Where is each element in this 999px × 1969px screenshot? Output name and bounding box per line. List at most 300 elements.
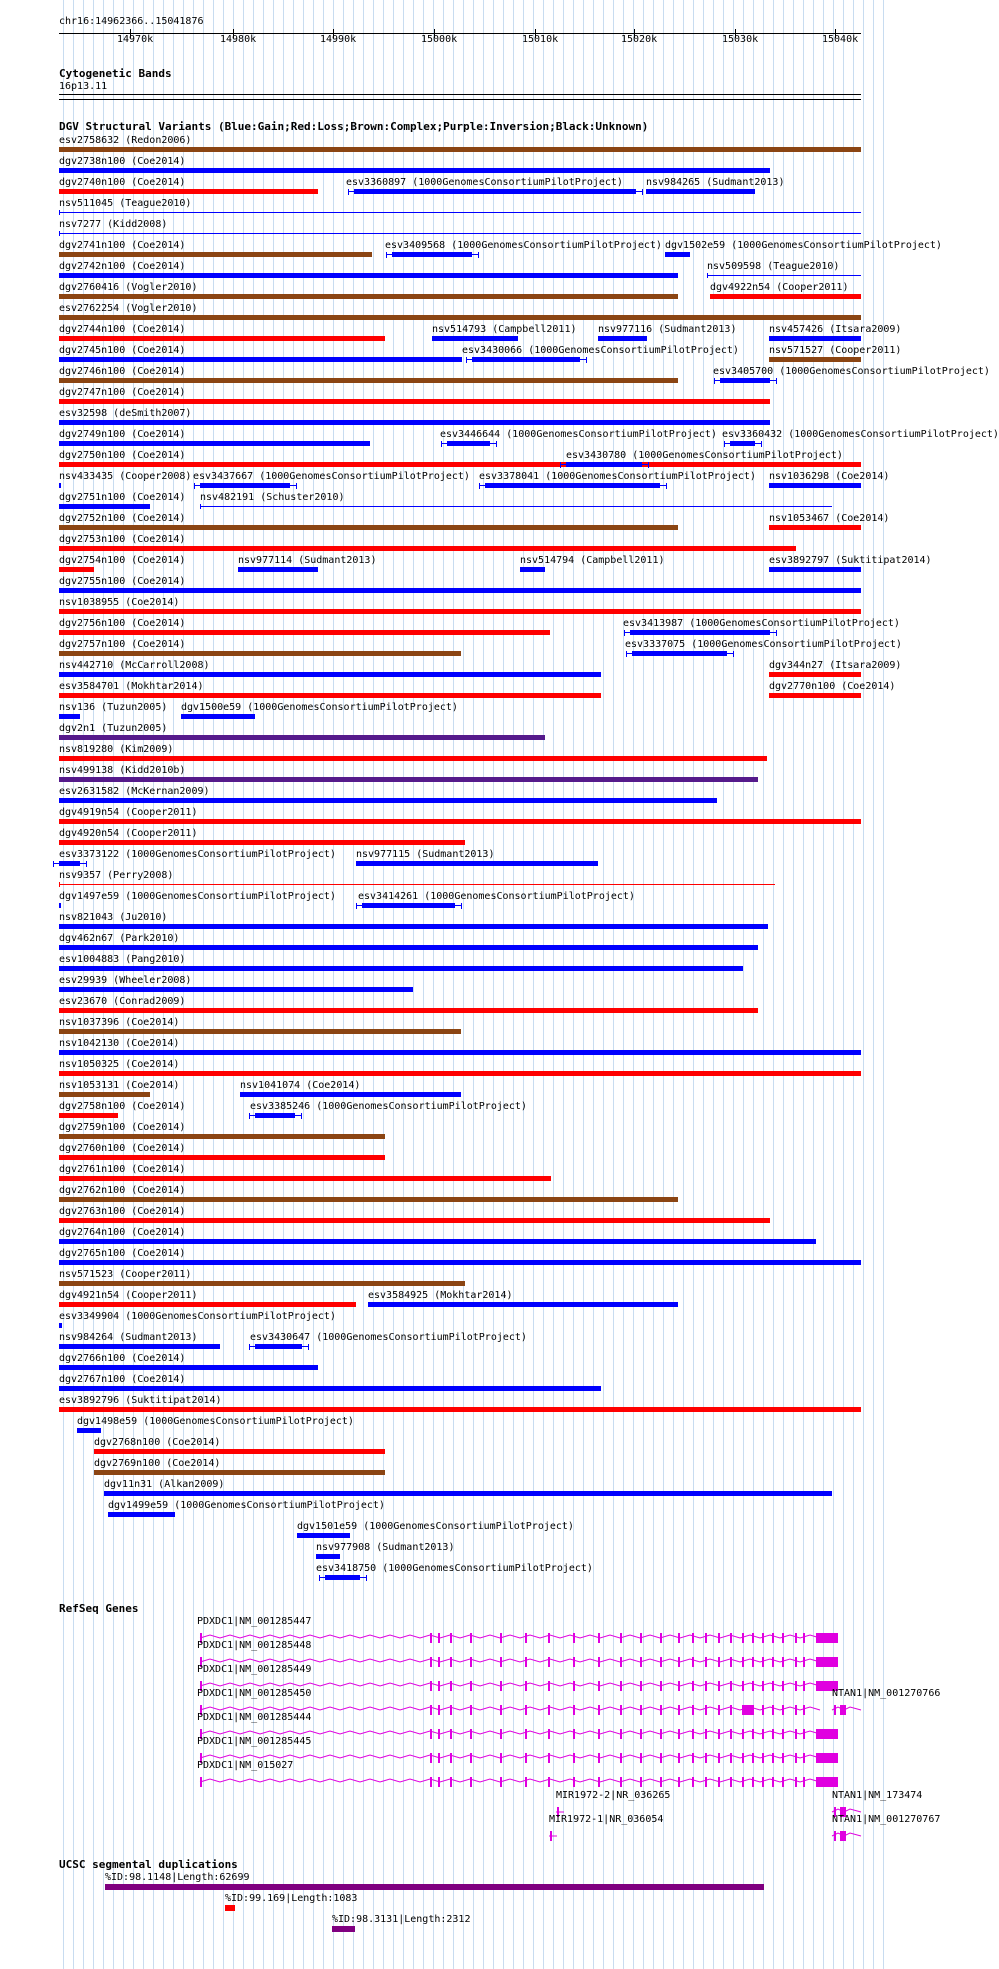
gene-exon [678,1729,680,1739]
sv-label[interactable]: nsv136 (Tuzun2005) [59,702,168,713]
gene-exon [430,1681,432,1691]
ruler-tick-label: 15040k [822,34,859,45]
gene-exon [730,1753,732,1763]
gene-exon [500,1633,502,1643]
segdup-label[interactable]: %ID:98.1148|Length:62699 [105,1872,250,1883]
gene-exon [752,1681,754,1691]
gene-exon [678,1753,680,1763]
gene-exon [782,1753,784,1763]
sv-label[interactable]: dgv2751n100 (Coe2014) [59,492,186,503]
gene-exon [718,1729,720,1739]
sv-label[interactable]: esv29939 (Wheeler2008) [59,975,192,986]
sv-label[interactable]: nsv457426 (Itsara2009) [769,324,902,335]
sv-label[interactable]: dgv1500e59 (1000GenomesConsortiumPilotProject) [181,702,458,713]
sv-label[interactable]: dgv462n67 (Park2010) [59,933,180,944]
gene-exon [730,1681,732,1691]
sv-label[interactable]: dgv2754n100 (Coe2014) [59,555,186,566]
gene-exon [470,1633,472,1643]
sv-label[interactable]: nsv977116 (Sudmant2013) [598,324,737,335]
sv-label[interactable]: nsv571527 (Cooper2011) [769,345,902,356]
sv-label[interactable]: nsv482191 (Schuster2010) [200,492,345,503]
gene-exon [525,1633,527,1643]
gene-exon [795,1633,797,1643]
gene-exon [548,1777,550,1787]
sv-label[interactable]: dgv2745n100 (Coe2014) [59,345,186,356]
gene-exon [548,1633,550,1643]
gene-exon [803,1681,805,1691]
gene-exon [620,1681,622,1691]
gene-exon [598,1681,600,1691]
sv-label[interactable]: dgv4921n54 (Cooper2011) [59,1290,198,1301]
gene-exon [692,1657,694,1667]
gene-exon [598,1729,600,1739]
sv-label[interactable]: nsv1050325 (Coe2014) [59,1059,180,1070]
sv-label[interactable]: nsv514793 (Campbell2011) [432,324,577,335]
sv-label[interactable]: dgv1502e59 (1000GenomesConsortiumPilotProject) [665,240,942,251]
sv-label[interactable]: nsv977115 (Sudmant2013) [356,849,495,860]
gene-label[interactable]: MIR1972-2|NR_036265 [556,1790,671,1801]
gene-exon [803,1777,805,1787]
sv-label[interactable]: nsv9357 (Perry2008) [59,870,174,881]
gene-exon [660,1705,662,1715]
sv-label[interactable]: dgv4922n54 (Cooper2011) [710,282,849,293]
gene-exon [500,1681,502,1691]
gene-intron [200,1779,820,1782]
gene-exon [762,1633,764,1643]
sv-label[interactable]: nsv571523 (Cooper2011) [59,1269,192,1280]
sv-label[interactable]: dgv2755n100 (Coe2014) [59,576,186,587]
gene-exon [772,1681,774,1691]
sv-label[interactable]: nsv1053467 (Coe2014) [769,513,890,524]
gene-exon [450,1777,452,1787]
gene-exon [705,1729,707,1739]
gene-label[interactable]: PDXDC1|NM_001285449 [197,1664,312,1675]
gene-exon [762,1729,764,1739]
gene-exon [500,1753,502,1763]
gene-exon [803,1705,805,1715]
sv-label[interactable]: esv3584701 (Mokhtar2014) [59,681,204,692]
gene-exon [834,1705,836,1715]
gene-exon [660,1657,662,1667]
gene-exon [772,1657,774,1667]
gene-intron [832,1809,861,1812]
gene-exon [718,1681,720,1691]
sv-label[interactable]: esv3337075 (1000GenomesConsortiumPilotProject) [625,639,902,650]
segdup-bar[interactable] [225,1905,235,1911]
gene-exon [598,1777,600,1787]
sv-label[interactable]: dgv2744n100 (Coe2014) [59,324,186,335]
gene-exon [548,1753,550,1763]
gene-exon [705,1681,707,1691]
gene-exon [730,1729,732,1739]
segdup-bar[interactable] [105,1884,764,1890]
gene-exon [678,1633,680,1643]
gene-exon [598,1657,600,1667]
gene-intron [200,1635,820,1638]
gene-exon [438,1777,440,1787]
ruler-tick-label: 15020k [621,34,658,45]
gene-exon [718,1753,720,1763]
sv-label[interactable]: esv2631582 (McKernan2009) [59,786,210,797]
gene-exon [573,1705,575,1715]
gene-exon [573,1777,575,1787]
sv-label[interactable]: dgv344n27 (Itsara2009) [769,660,902,671]
sv-label[interactable]: dgv2765n100 (Coe2014) [59,1248,186,1259]
gene-intron [200,1683,820,1686]
gene-exon [640,1705,642,1715]
segdup-title[interactable]: UCSC segmental duplications [59,1858,238,1871]
gene-exon [705,1705,707,1715]
sv-label[interactable]: esv3360432 (1000GenomesConsortiumPilotProject) [722,429,999,440]
gene-exon [782,1681,784,1691]
gene-label[interactable]: NTAN1|NM_001270767 [832,1814,941,1825]
ruler-tick-label: 14980k [220,34,257,45]
sv-label[interactable]: dgv1497e59 (1000GenomesConsortiumPilotProject) [59,891,336,902]
sv-label[interactable]: dgv2769n100 (Coe2014) [94,1458,221,1469]
gene-label[interactable]: PDXDC1|NM_001285447 [197,1616,312,1627]
gene-exon [438,1705,440,1715]
sv-label[interactable]: dgv2741n100 (Coe2014) [59,240,186,251]
gene-exon [752,1657,754,1667]
sv-label[interactable]: dgv4919n54 (Cooper2011) [59,807,198,818]
gene-exon [500,1729,502,1739]
gene-exon [705,1633,707,1643]
gene-intron [200,1755,820,1758]
gene-exon [660,1633,662,1643]
sv-label[interactable]: esv3892797 (Suktitipat2014) [769,555,932,566]
sv-label[interactable]: dgv4920n54 (Cooper2011) [59,828,198,839]
gene-exon [742,1753,744,1763]
sv-label[interactable]: esv3430647 (1000GenomesConsortiumPilotProject) [250,1332,527,1343]
gene-exon [500,1657,502,1667]
gene-exon-utr [816,1633,838,1643]
sv-label[interactable]: nsv433435 (Cooper2008) [59,471,192,482]
gene-exon [573,1753,575,1763]
sv-label[interactable]: dgv1499e59 (1000GenomesConsortiumPilotProject) [108,1500,385,1511]
gene-exon [718,1777,720,1787]
ruler-tick-label: 14970k [117,34,154,45]
sv-label[interactable]: esv3405700 (1000GenomesConsortiumPilotProject) [713,366,990,377]
sv-label[interactable]: dgv2759n100 (Coe2014) [59,1122,186,1133]
sv-label[interactable]: dgv2760416 (Vogler2010) [59,282,198,293]
gene-exon [840,1705,846,1715]
gene-exon [620,1729,622,1739]
gene-exon [438,1657,440,1667]
gene-exon [573,1729,575,1739]
gene-exon [730,1705,732,1715]
sv-label[interactable]: dgv2753n100 (Coe2014) [59,534,186,545]
gene-exon [692,1777,694,1787]
gene-exon [500,1777,502,1787]
sv-label[interactable]: esv3360897 (1000GenomesConsortiumPilotProject) [346,177,623,188]
sv-label[interactable]: dgv11n31 (Alkan2009) [104,1479,225,1490]
gene-exon [782,1633,784,1643]
sv-label[interactable]: esv32598 (deSmith2007) [59,408,192,419]
sv-label[interactable]: esv3584925 (Mokhtar2014) [368,1290,513,1301]
gene-exon [705,1777,707,1787]
sv-label[interactable]: dgv2742n100 (Coe2014) [59,261,186,272]
sv-label[interactable]: dgv2740n100 (Coe2014) [59,177,186,188]
gene-exon [430,1729,432,1739]
sv-label[interactable]: dgv2766n100 (Coe2014) [59,1353,186,1364]
sv-label[interactable]: esv3414261 (1000GenomesConsortiumPilotProject) [358,891,635,902]
gene-exon [525,1681,527,1691]
gene-label[interactable]: MIR1972-1|NR_036054 [549,1814,664,1825]
gene-exon [803,1729,805,1739]
gene-exon [742,1657,744,1667]
gene-exon [692,1633,694,1643]
sv-label[interactable]: nsv1038955 (Coe2014) [59,597,180,608]
gene-exon [742,1777,744,1787]
gene-exon [550,1831,552,1841]
gene-label[interactable]: NTAN1|NM_173474 [832,1790,923,1801]
ruler-tick-label: 15030k [722,34,759,45]
sv-label[interactable]: dgv2n1 (Tuzun2005) [59,723,168,734]
gene-exon [718,1705,720,1715]
gene-exon [438,1681,440,1691]
gene-exon [678,1777,680,1787]
sv-label[interactable]: dgv2763n100 (Coe2014) [59,1206,186,1217]
gene-label[interactable]: PDXDC1|NM_015027 [197,1760,294,1771]
sv-label[interactable]: nsv977114 (Sudmant2013) [238,555,377,566]
gene-exon [450,1729,452,1739]
dgv-title[interactable]: DGV Structural Variants (Blue:Gain;Red:Loss;Brown:Complex;Purple:Inversion;Black:Unknown) [59,120,649,133]
cytoband-label[interactable]: 16p13.11 [59,81,108,92]
region-label: chr16:14962366..15041876 [59,16,204,27]
sv-label[interactable]: nsv1041074 (Coe2014) [240,1080,361,1091]
sv-label[interactable]: nsv984265 (Sudmant2013) [646,177,785,188]
sv-label[interactable]: nsv514794 (Campbell2011) [520,555,665,566]
gene-exon [470,1753,472,1763]
gene-exon [640,1729,642,1739]
sv-label[interactable]: dgv2762n100 (Coe2014) [59,1185,186,1196]
gene-exon [692,1729,694,1739]
gene-exon-utr [742,1705,752,1715]
sv-label[interactable]: esv3446644 (1000GenomesConsortiumPilotProject) [440,429,717,440]
sv-label[interactable]: esv3373122 (1000GenomesConsortiumPilotProject) [59,849,336,860]
gene-exon [573,1657,575,1667]
sv-label[interactable]: dgv2764n100 (Coe2014) [59,1227,186,1238]
sv-label[interactable]: dgv2756n100 (Coe2014) [59,618,186,629]
gene-exon [500,1705,502,1715]
sv-label[interactable]: nsv821043 (Ju2010) [59,912,168,923]
sv-label[interactable]: dgv2747n100 (Coe2014) [59,387,186,398]
gene-exon [803,1753,805,1763]
gene-exon [598,1633,600,1643]
gene-exon [752,1705,754,1715]
sv-label[interactable]: esv3385246 (1000GenomesConsortiumPilotProject) [250,1101,527,1112]
ruler-tick-label: 15000k [421,34,458,45]
sv-label[interactable]: nsv977908 (Sudmant2013) [316,1542,455,1553]
gene-exon [772,1729,774,1739]
sv-label[interactable]: esv3892796 (Suktitipat2014) [59,1395,222,1406]
sv-label[interactable]: dgv2746n100 (Coe2014) [59,366,186,377]
gene-exon [705,1753,707,1763]
gene-exon [782,1729,784,1739]
gene-intron [832,1707,861,1710]
gene-exon [450,1705,452,1715]
gene-exon [752,1633,754,1643]
sv-label[interactable]: esv3437667 (1000GenomesConsortiumPilotProject) [193,471,470,482]
gene-exon [660,1729,662,1739]
sv-label[interactable]: dgv1501e59 (1000GenomesConsortiumPilotProject) [297,1521,574,1532]
gene-exon-utr [816,1753,838,1763]
gene-exon [730,1633,732,1643]
gene-exon [548,1729,550,1739]
sv-label[interactable]: dgv2749n100 (Coe2014) [59,429,186,440]
gene-exon [762,1657,764,1667]
gene-intron [200,1731,820,1734]
gene-exon [762,1705,764,1715]
sv-label[interactable]: esv3413987 (1000GenomesConsortiumPilotProject) [623,618,900,629]
gene-exon [795,1681,797,1691]
gene-exon [438,1729,440,1739]
gene-exon [470,1705,472,1715]
sv-label[interactable]: nsv984264 (Sudmant2013) [59,1332,198,1343]
gene-exon [742,1681,744,1691]
gene-exon [803,1633,805,1643]
gene-exon [660,1681,662,1691]
gene-exon [573,1681,575,1691]
gene-exon [525,1753,527,1763]
gene-exon [470,1729,472,1739]
gene-exon [525,1729,527,1739]
gene-exon [525,1777,527,1787]
sv-label[interactable]: dgv2767n100 (Coe2014) [59,1374,186,1385]
gene-exon [692,1705,694,1715]
ruler-tick-label: 14990k [320,34,357,45]
sv-label[interactable]: dgv2752n100 (Coe2014) [59,513,186,524]
gene-exon [795,1705,797,1715]
sv-label[interactable]: nsv1037396 (Coe2014) [59,1017,180,1028]
gene-exon [620,1633,622,1643]
gene-exon [772,1777,774,1787]
sv-label[interactable]: nsv819280 (Kim2009) [59,744,174,755]
gene-exon [795,1657,797,1667]
sv-label[interactable]: dgv2761n100 (Coe2014) [59,1164,186,1175]
sv-label[interactable]: dgv2768n100 (Coe2014) [94,1437,221,1448]
gene-exon [795,1729,797,1739]
refseq-title[interactable]: RefSeq Genes [59,1602,139,1615]
sv-label[interactable]: esv1004883 (Pang2010) [59,954,186,965]
gene-exon-utr [816,1729,838,1739]
gene-exon [803,1657,805,1667]
sv-label[interactable]: dgv2738n100 (Coe2014) [59,156,186,167]
gene-exon [752,1729,754,1739]
segdup-bar[interactable] [332,1926,355,1932]
gene-label[interactable]: PDXDC1|NM_001285450 [197,1688,312,1699]
sv-label[interactable]: esv2758632 (Redon2006) [59,135,192,146]
sv-label[interactable]: esv3418750 (1000GenomesConsortiumPilotProject) [316,1563,593,1574]
sv-label[interactable]: nsv1042130 (Coe2014) [59,1038,180,1049]
sv-label[interactable]: dgv1498e59 (1000GenomesConsortiumPilotProject) [77,1416,354,1427]
sv-label[interactable]: nsv1036298 (Coe2014) [769,471,890,482]
gene-exon [660,1777,662,1787]
gene-exon [772,1705,774,1715]
gene-exon [438,1633,440,1643]
gene-exon [470,1777,472,1787]
gene-exon [752,1753,754,1763]
sv-label[interactable]: nsv511045 (Teague2010) [59,198,192,209]
sv-label[interactable]: nsv499138 (Kidd2010b) [59,765,186,776]
sv-label[interactable]: esv3430066 (1000GenomesConsortiumPilotProject) [462,345,739,356]
gene-intron [832,1833,861,1836]
gene-exon [742,1633,744,1643]
sv-label[interactable]: nsv7277 (Kidd2008) [59,219,168,230]
gene-exon [450,1681,452,1691]
gene-exon [548,1705,550,1715]
cytoband-title[interactable]: Cytogenetic Bands [59,67,172,80]
gene-exon [620,1777,622,1787]
gene-exon [718,1633,720,1643]
sv-label[interactable]: dgv2757n100 (Coe2014) [59,639,186,650]
gene-exon [573,1633,575,1643]
gene-exon [450,1633,452,1643]
gene-exon [438,1753,440,1763]
gene-exon [430,1657,432,1667]
gene-exon [640,1657,642,1667]
gene-exon [640,1633,642,1643]
gene-exon [640,1681,642,1691]
gene-intron [200,1707,820,1710]
sv-label[interactable]: esv23670 (Conrad2009) [59,996,186,1007]
sv-label[interactable]: nsv1053131 (Coe2014) [59,1080,180,1091]
gene-exon [742,1729,744,1739]
sv-label[interactable]: esv3378041 (1000GenomesConsortiumPilotProject) [479,471,756,482]
gene-exon [782,1777,784,1787]
gene-exon [640,1777,642,1787]
gene-exon [200,1777,202,1787]
gene-exon [525,1657,527,1667]
gene-exon [450,1753,452,1763]
gene-exon [548,1681,550,1691]
sv-label[interactable]: dgv2750n100 (Coe2014) [59,450,186,461]
gene-exon [430,1633,432,1643]
sv-label[interactable]: nsv509598 (Teague2010) [707,261,840,272]
sv-label[interactable]: esv3409568 (1000GenomesConsortiumPilotProject) [385,240,662,251]
gene-exon [660,1753,662,1763]
sv-label[interactable]: dgv2758n100 (Coe2014) [59,1101,186,1112]
gene-exon-utr [816,1777,838,1787]
sv-label[interactable]: esv2762254 (Vogler2010) [59,303,198,314]
gene-exon [762,1753,764,1763]
gene-exon [782,1657,784,1667]
gene-exon [705,1657,707,1667]
gene-label[interactable]: PDXDC1|NM_001285445 [197,1736,312,1747]
sv-label[interactable]: nsv442710 (McCarroll2008) [59,660,210,671]
gene-exon [772,1753,774,1763]
gene-exon [772,1633,774,1643]
gene-exon [548,1657,550,1667]
gene-exon [470,1657,472,1667]
gene-exon [692,1681,694,1691]
sv-label[interactable]: dgv2760n100 (Coe2014) [59,1143,186,1154]
gene-exon [730,1777,732,1787]
segdup-label[interactable]: %ID:99.169|Length:1083 [225,1893,358,1904]
sv-label[interactable]: esv3349904 (1000GenomesConsortiumPilotProject) [59,1311,336,1322]
gene-exon [430,1753,432,1763]
sv-label[interactable]: esv3430780 (1000GenomesConsortiumPilotProject) [566,450,843,461]
gene-exon [470,1681,472,1691]
gene-label[interactable]: PDXDC1|NM_001285444 [197,1712,312,1723]
gene-exon [640,1753,642,1763]
sv-label[interactable]: dgv2770n100 (Coe2014) [769,681,896,692]
gene-label[interactable]: PDXDC1|NM_001285448 [197,1640,312,1651]
gene-exon-utr [816,1657,838,1667]
segdup-label[interactable]: %ID:98.3131|Length:2312 [332,1914,471,1925]
gene-exon [430,1705,432,1715]
gene-label[interactable]: NTAN1|NM_001270766 [832,1688,941,1699]
